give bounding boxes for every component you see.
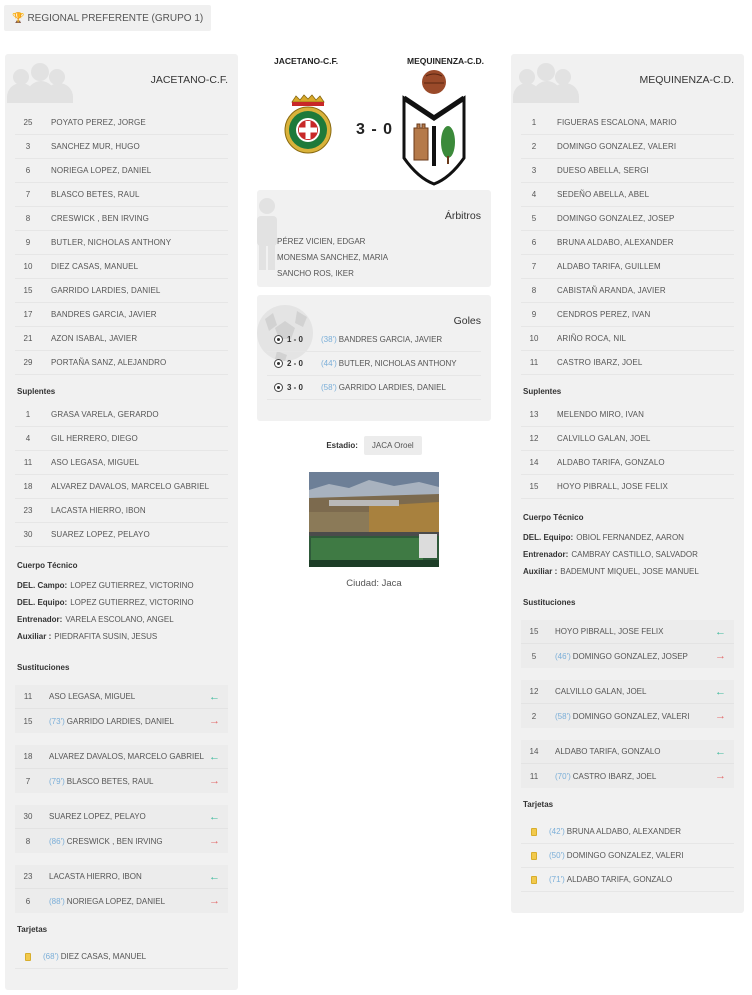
goal-row[interactable] (267, 328, 481, 352)
soccer-ball-icon (274, 383, 283, 392)
player-row[interactable] (521, 303, 734, 327)
goal-row[interactable] (267, 352, 481, 376)
goal-score: 1 - 0 (287, 335, 304, 344)
substitution-minute: (86') (49, 836, 65, 846)
player-name[interactable]: ALDABO TARIFA, GUILLEM (557, 262, 661, 271)
player-name[interactable]: DOMINGO GONZALEZ, VALERI (557, 142, 677, 151)
card-minute: (42') (549, 827, 565, 836)
player-name[interactable]: BRUNA ALDABO, ALEXANDER (557, 238, 674, 247)
player-number: 8 (531, 286, 537, 295)
player-name[interactable]: PORTAÑA SANZ, ALEJANDRO (51, 358, 167, 367)
player-name[interactable]: GIL HERRERO, DIEGO (51, 434, 138, 443)
player-name[interactable]: HOYO PIBRALL, JOSE FELIX (555, 627, 664, 636)
goal-score: 3 - 0 (287, 383, 304, 392)
substitution-out-row[interactable] (15, 709, 228, 733)
player-number: 4 (25, 434, 31, 443)
player-name[interactable]: SEDEÑO ABELLA, ABEL (557, 190, 650, 199)
player-name[interactable]: DUESO ABELLA, SERGI (557, 166, 649, 175)
player-name[interactable]: GARRIDO LARDIES, DANIEL (66, 716, 174, 726)
staff-row (523, 563, 744, 580)
player-number: 10 (529, 334, 539, 343)
player-name[interactable]: BUTLER, NICHOLAS ANTHONY (51, 238, 172, 247)
arrow-out-icon: → (715, 770, 726, 782)
substitution-out-row[interactable] (521, 764, 734, 788)
substitution-out-row[interactable] (15, 769, 228, 793)
card-minute: (71') (549, 875, 565, 884)
player-row[interactable] (15, 207, 228, 231)
player-number: 30 (23, 530, 33, 539)
stadium-photo[interactable] (309, 472, 439, 567)
player-number: 29 (23, 358, 33, 367)
goals-list (267, 328, 481, 400)
arrow-out-icon: → (209, 715, 220, 727)
soccer-ball-icon (274, 359, 283, 368)
arrow-in-icon: ← (715, 625, 726, 638)
arrow-out-icon: → (715, 710, 726, 722)
player-number: 11 (529, 771, 539, 781)
players-group-icon (511, 57, 577, 99)
away-team-panel (511, 54, 744, 913)
staff-name[interactable]: LOPEZ GUTIERREZ, VICTORINO (70, 598, 194, 607)
away-starters-list (511, 111, 744, 375)
player-number: 15 (529, 482, 539, 491)
substitution-group (15, 865, 228, 913)
player-row[interactable] (521, 451, 734, 475)
staff-row (17, 594, 238, 611)
home-cards-label: Tarjetas (17, 925, 48, 934)
home-subs-label: Suplentes (17, 387, 56, 396)
player-number: 1 (531, 118, 537, 127)
staff-name[interactable]: CAMBRAY CASTILLO, SALVADOR (571, 550, 698, 559)
substitution-group (15, 685, 228, 733)
referee-name: PÉREZ VICIEN, EDGAR (277, 236, 366, 246)
player-number: 15 (23, 286, 33, 295)
player-name[interactable]: SUAREZ LOPEZ, PELAYO (49, 812, 146, 821)
player-number: 18 (23, 752, 33, 761)
player-name[interactable]: CRESWICK , BEN IRVING (51, 214, 149, 223)
stadium-label: Estadio: (326, 440, 358, 450)
player-number: 2 (531, 711, 537, 721)
player-name[interactable]: DOMINGO GONZALEZ, VALERI (572, 711, 690, 721)
player-row[interactable] (521, 327, 734, 351)
player-row[interactable] (15, 159, 228, 183)
home-cards-list (5, 945, 238, 969)
player-number: 9 (531, 310, 537, 319)
goals-box (257, 295, 491, 421)
stadium-row (257, 434, 491, 456)
arrow-in-icon: ← (209, 750, 220, 763)
referee-name: SANCHO ROS, IKER (277, 268, 354, 278)
staff-row (523, 529, 744, 546)
player-name[interactable]: BLASCO BETES, RAUL (51, 190, 140, 199)
away-staff-label: Cuerpo Técnico (523, 513, 584, 522)
away-cards-list (511, 820, 744, 892)
player-name[interactable]: DOMINGO GONZALEZ, VALERI (566, 851, 684, 860)
goal-scorer[interactable]: GARRIDO LARDIES, DANIEL (338, 383, 446, 392)
player-name[interactable]: ARIÑO ROCA, NIL (557, 334, 627, 343)
arrow-out-icon: → (715, 650, 726, 662)
soccer-ball-icon (274, 335, 283, 344)
substitution-group (15, 805, 228, 853)
player-name[interactable]: CASTRO IBARZ, JOEL (557, 358, 643, 367)
player-number: 13 (529, 410, 539, 419)
card-row[interactable] (521, 820, 734, 844)
substitution-minute: (70') (555, 771, 571, 781)
player-name[interactable]: CALVILLO GALAN, JOEL (557, 434, 651, 443)
player-row[interactable] (521, 159, 734, 183)
arrow-in-icon: ← (209, 870, 220, 883)
player-number: 17 (23, 310, 33, 319)
player-row[interactable] (521, 403, 734, 427)
player-name[interactable]: BANDRES GARCIA, JAVIER (51, 310, 157, 319)
player-number: 30 (23, 812, 33, 821)
substitution-group (15, 745, 228, 793)
player-row[interactable] (521, 279, 734, 303)
substitution-group (521, 740, 734, 788)
substitution-in-row[interactable] (15, 685, 228, 709)
player-name[interactable]: MELENDO MIRO, IVAN (557, 410, 644, 419)
player-row[interactable] (15, 255, 228, 279)
referees-list (277, 233, 388, 281)
player-name[interactable]: ALDABO TARIFA, GONZALO (566, 875, 673, 884)
substitution-minute: (73') (49, 716, 65, 726)
staff-role: Auxiliar : (523, 567, 558, 576)
player-number: 18 (23, 482, 33, 491)
player-name[interactable]: ASO LEGASA, MIGUEL (49, 692, 136, 701)
staff-role: Entrenador: (17, 615, 63, 624)
arrow-out-icon: → (209, 775, 220, 787)
player-number: 7 (25, 776, 31, 786)
player-name[interactable]: LACASTA HIERRO, IBON (51, 506, 146, 515)
home-substitutions-label: Sustituciones (17, 663, 70, 672)
player-name[interactable]: CASTRO IBARZ, JOEL (572, 771, 657, 781)
player-number: 25 (23, 118, 33, 127)
player-number: 3 (25, 142, 31, 151)
player-number: 12 (529, 434, 539, 443)
yellow-card-icon (531, 876, 537, 884)
player-row[interactable] (521, 255, 734, 279)
player-number: 9 (25, 238, 31, 247)
player-row[interactable] (521, 135, 734, 159)
player-number: 15 (529, 627, 539, 636)
home-team-crest[interactable] (282, 94, 334, 156)
player-name[interactable]: DOMINGO GONZALEZ, JOSEP (557, 214, 675, 223)
player-row[interactable] (15, 135, 228, 159)
staff-role: DEL. Equipo: (17, 598, 68, 607)
player-row[interactable] (15, 351, 228, 375)
competition-tag[interactable] (4, 5, 211, 31)
player-name[interactable]: AZON ISABAL, JAVIER (51, 334, 138, 343)
player-name[interactable]: CENDROS PEREZ, IVAN (557, 310, 651, 319)
away-team-title: MEQUINENZA-C.D. (639, 74, 734, 86)
player-name[interactable]: DOMINGO GONZALEZ, JOSEP (572, 651, 688, 661)
player-number: 14 (529, 747, 539, 756)
player-row[interactable] (521, 475, 734, 499)
player-name[interactable]: HOYO PIBRALL, JOSE FELIX (557, 482, 668, 491)
player-number: 23 (23, 872, 33, 881)
match-header (260, 56, 490, 186)
player-row[interactable] (15, 451, 228, 475)
player-name[interactable]: BLASCO BETES, RAUL (66, 776, 154, 786)
staff-name[interactable]: VARELA ESCOLANO, ANGEL (65, 615, 174, 624)
player-row[interactable] (15, 183, 228, 207)
player-number: 7 (531, 262, 537, 271)
goal-minute: (38') (321, 335, 337, 344)
arrow-in-icon: ← (209, 810, 220, 823)
arrow-in-icon: ← (209, 690, 220, 703)
player-number: 3 (531, 166, 537, 175)
player-name[interactable]: SUAREZ LOPEZ, PELAYO (51, 530, 150, 539)
referees-box (257, 190, 491, 287)
player-name[interactable]: SANCHEZ MUR, HUGO (51, 142, 140, 151)
staff-name[interactable]: BADEMUNT MIQUEL, JOSE MANUEL (560, 567, 699, 576)
player-name[interactable]: NORIEGA LOPEZ, DANIEL (66, 896, 166, 906)
player-name[interactable]: DIEZ CASAS, MANUEL (51, 262, 139, 271)
away-substitutions-list (511, 620, 744, 788)
yellow-card-icon (25, 953, 31, 961)
substitution-group (521, 620, 734, 668)
arrow-in-icon: ← (715, 685, 726, 698)
staff-row (523, 546, 744, 563)
yellow-card-icon (531, 828, 537, 836)
yellow-card-icon (531, 852, 537, 860)
player-number: 11 (23, 458, 33, 467)
home-substitutions-list (5, 685, 238, 913)
referees-title: Árbitros (444, 210, 481, 222)
stadium-name[interactable]: JACA Oroel (364, 436, 422, 455)
player-name[interactable]: ALVAREZ DAVALOS, MARCELO GABRIEL (51, 482, 210, 491)
home-staff-label: Cuerpo Técnico (17, 561, 78, 570)
home-starters-list (5, 111, 238, 375)
goal-scorer[interactable]: BANDRES GARCIA, JAVIER (338, 335, 443, 344)
staff-name[interactable]: LOPEZ GUTIERREZ, VICTORINO (70, 581, 194, 590)
staff-row (17, 628, 238, 645)
home-staff-list (5, 577, 238, 645)
player-number: 6 (25, 896, 31, 906)
staff-row (17, 577, 238, 594)
goal-row[interactable] (267, 376, 481, 400)
away-staff-list (511, 529, 744, 580)
trophy-icon: 🏆 (12, 12, 25, 24)
substitution-in-row[interactable] (15, 865, 228, 889)
player-name[interactable]: POYATO PEREZ, JORGE (51, 118, 146, 127)
player-name[interactable]: BRUNA ALDABO, ALEXANDER (566, 827, 682, 836)
home-team-name[interactable]: JACETANO-C.F. (274, 56, 339, 66)
player-number: 5 (531, 651, 537, 661)
player-row[interactable] (15, 327, 228, 351)
away-cards-label: Tarjetas (523, 800, 554, 809)
substitution-out-row[interactable] (15, 889, 228, 913)
goal-score: 2 - 0 (287, 359, 304, 368)
player-row[interactable] (15, 111, 228, 135)
substitution-minute: (46') (555, 651, 571, 661)
staff-role: Auxiliar : (17, 632, 52, 641)
player-number: 4 (531, 190, 537, 199)
player-number: 2 (531, 142, 537, 151)
player-number: 7 (25, 190, 31, 199)
away-substitutions-label: Sustituciones (523, 598, 576, 607)
card-row[interactable] (521, 868, 734, 892)
player-number: 6 (25, 166, 31, 175)
player-number: 5 (531, 214, 537, 223)
players-group-icon (5, 57, 71, 99)
away-subs-label: Suplentes (523, 387, 562, 396)
player-name[interactable]: NORIEGA LOPEZ, DANIEL (51, 166, 152, 175)
card-minute: (68') (43, 952, 59, 961)
player-name[interactable]: LACASTA HIERRO, IBON (49, 872, 142, 881)
player-name[interactable]: CABISTAÑ ARANDA, JAVIER (557, 286, 666, 295)
substitution-minute: (88') (49, 896, 65, 906)
player-number: 8 (25, 214, 31, 223)
card-row[interactable] (521, 844, 734, 868)
staff-row (17, 611, 238, 628)
player-number: 21 (23, 334, 33, 343)
player-name[interactable]: ALDABO TARIFA, GONZALO (557, 458, 665, 467)
substitution-out-row[interactable] (521, 704, 734, 728)
player-row[interactable] (521, 207, 734, 231)
substitution-in-row[interactable] (521, 680, 734, 704)
away-team-crest[interactable] (400, 68, 470, 186)
player-row[interactable] (15, 403, 228, 427)
player-number: 6 (531, 238, 537, 247)
card-row[interactable] (15, 945, 228, 969)
staff-role: DEL. Equipo: (523, 533, 574, 542)
home-team-title: JACETANO-C.F. (150, 74, 228, 86)
player-name[interactable]: ALDABO TARIFA, GONZALO (555, 747, 661, 756)
player-number: 8 (25, 836, 31, 846)
player-number: 11 (23, 692, 33, 701)
away-team-name[interactable]: MEQUINENZA-C.D. (407, 56, 484, 66)
player-row[interactable] (15, 279, 228, 303)
staff-name[interactable]: OBIOL FERNANDEZ, AARON (576, 533, 684, 542)
arrow-out-icon: → (209, 895, 220, 907)
referee-name: MONESMA SANCHEZ, MARIA (277, 252, 389, 262)
substitution-out-row[interactable] (521, 644, 734, 668)
home-team-panel (5, 54, 238, 990)
player-name[interactable]: GARRIDO LARDIES, DANIEL (51, 286, 161, 295)
player-number: 12 (529, 687, 539, 696)
substitution-in-row[interactable] (15, 745, 228, 769)
player-number: 23 (23, 506, 33, 515)
substitution-in-row[interactable] (521, 620, 734, 644)
player-name[interactable]: CRESWICK , BEN IRVING (66, 836, 163, 846)
player-name[interactable]: CALVILLO GALAN, JOEL (555, 687, 647, 696)
player-number: 10 (23, 262, 33, 271)
player-name[interactable]: ASO LEGASA, MIGUEL (51, 458, 140, 467)
staff-role: DEL. Campo: (17, 581, 68, 590)
match-score: 3 - 0 (356, 121, 394, 138)
substitution-group (521, 680, 734, 728)
player-row[interactable] (15, 231, 228, 255)
city-label: Ciudad: Jaca (346, 578, 402, 589)
player-row[interactable] (521, 427, 734, 451)
staff-role: Entrenador: (523, 550, 569, 559)
home-subs-list (5, 403, 238, 547)
goal-minute: (44') (321, 359, 337, 368)
player-row[interactable] (521, 231, 734, 255)
arrow-in-icon: ← (715, 745, 726, 758)
player-name[interactable]: DIEZ CASAS, MANUEL (60, 952, 147, 961)
away-subs-list (511, 403, 744, 499)
player-row[interactable] (15, 303, 228, 327)
player-row[interactable] (15, 499, 228, 523)
player-row[interactable] (521, 111, 734, 135)
player-number: 14 (529, 458, 539, 467)
goal-minute: (58') (321, 383, 337, 392)
card-minute: (50') (549, 851, 565, 860)
goals-title: Goles (453, 315, 481, 327)
competition-label: REGIONAL PREFERENTE (GRUPO 1) (27, 12, 204, 24)
player-name[interactable]: FIGUERAS ESCALONA, MARIO (557, 118, 677, 127)
player-row[interactable] (521, 183, 734, 207)
staff-name[interactable]: PIEDRAFITA SUSIN, JESUS (54, 632, 158, 641)
goal-scorer[interactable]: BUTLER, NICHOLAS ANTHONY (338, 359, 457, 368)
player-row[interactable] (15, 427, 228, 451)
substitution-minute: (79') (49, 776, 65, 786)
player-row[interactable] (15, 523, 228, 547)
player-number: 11 (529, 358, 539, 367)
substitution-in-row[interactable] (15, 805, 228, 829)
substitution-in-row[interactable] (521, 740, 734, 764)
player-number: 15 (23, 716, 33, 726)
player-number: 1 (25, 410, 31, 419)
substitution-minute: (58') (555, 711, 571, 721)
player-row[interactable] (15, 475, 228, 499)
player-row[interactable] (521, 351, 734, 375)
substitution-out-row[interactable] (15, 829, 228, 853)
arrow-out-icon: → (209, 835, 220, 847)
player-name[interactable]: ALVAREZ DAVALOS, MARCELO GABRIEL (49, 752, 205, 761)
player-name[interactable]: GRASA VARELA, GERARDO (51, 410, 159, 419)
